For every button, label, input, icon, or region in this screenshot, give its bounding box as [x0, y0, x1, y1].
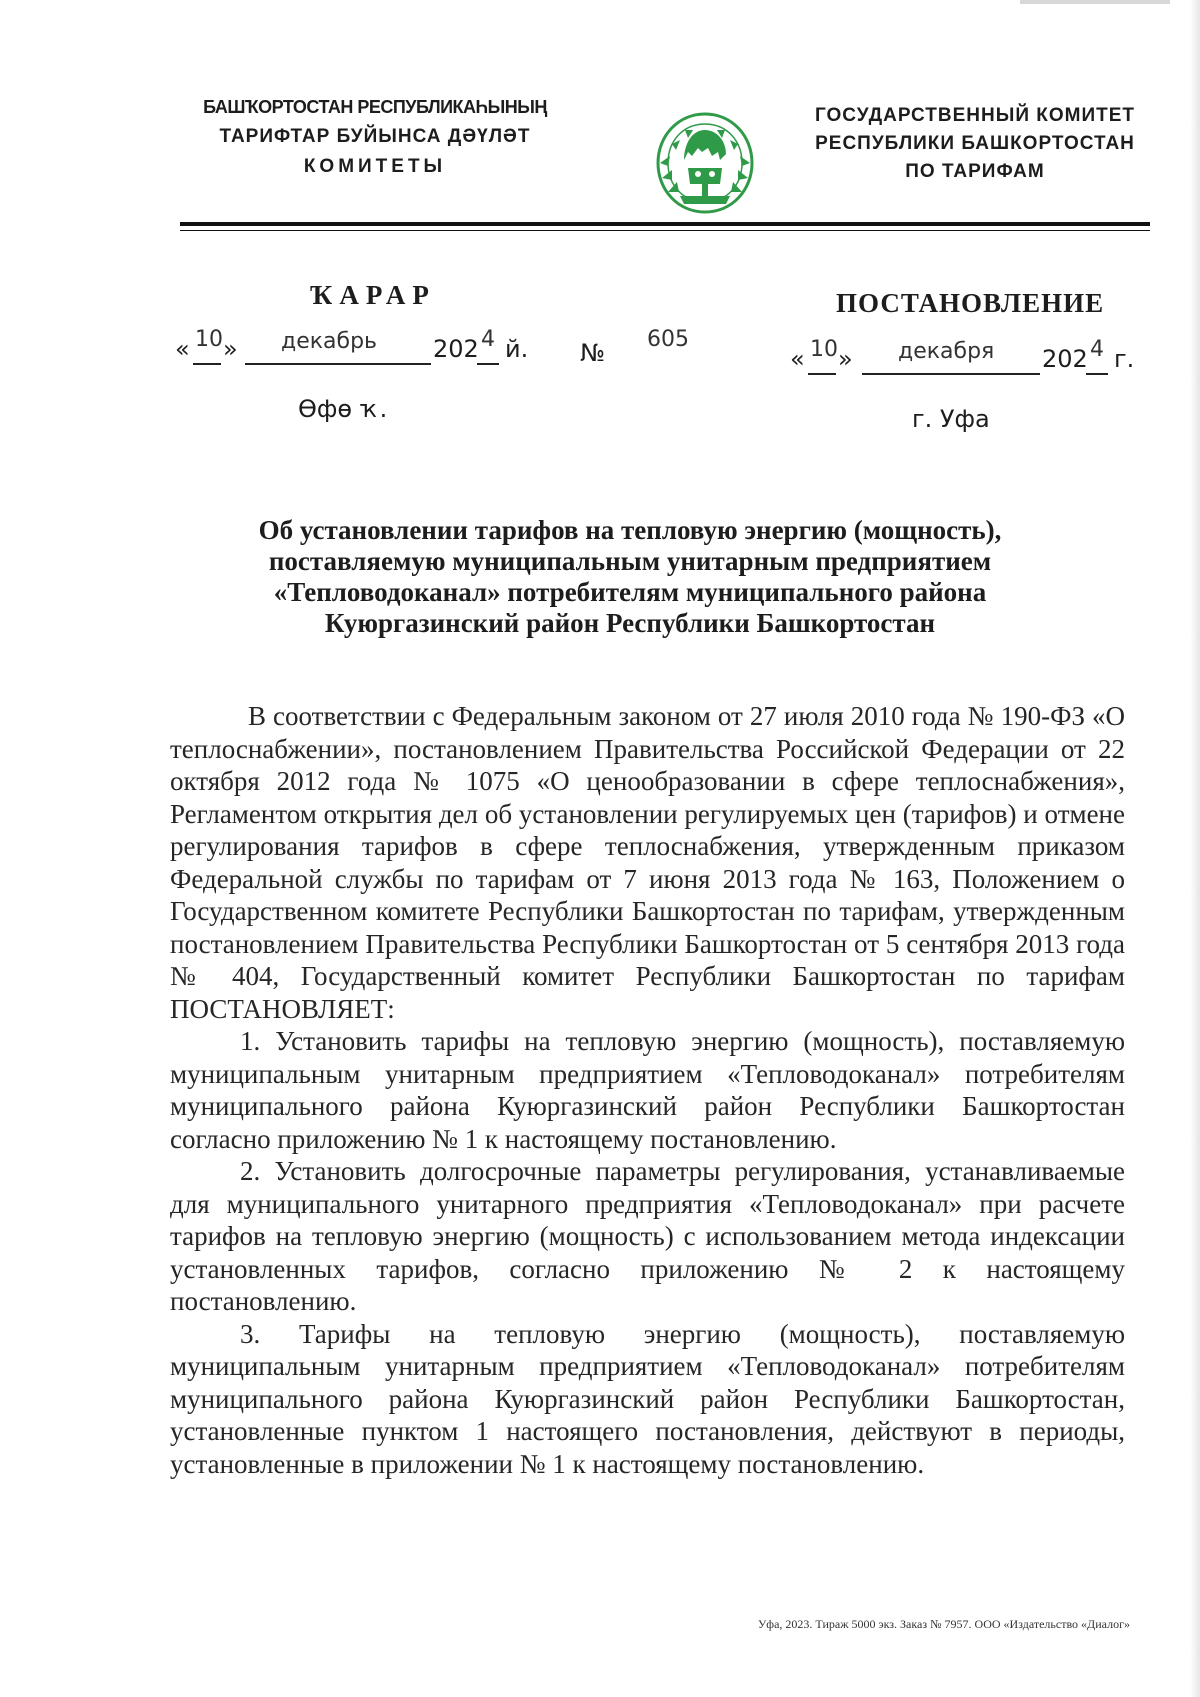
- title-line-4: Куюргазинский район Республики Башкортостан: [324, 608, 936, 638]
- date-right-open-quote: «: [790, 345, 805, 373]
- document-title: [230, 515, 1030, 639]
- date-left-year-underline: [477, 363, 499, 365]
- title-line-3: «Тепловодоканал» потребителям муниципального района: [273, 577, 987, 607]
- header-bashkir-line-3: КОМИТЕТЫ: [303, 156, 447, 177]
- date-left-month: декабрь: [281, 329, 378, 354]
- date-right-year-suffix: г.: [1114, 345, 1135, 373]
- scan-smudge: [1020, 0, 1170, 4]
- date-right-month-underline: [862, 373, 1040, 375]
- resolution-item-3: 3. Тарифы на тепловую энергию (мощность), поставляемую муниципальным унитарным предприятием «Тепловодоканал» потребителям муниципального района Куюргазинский район Республики Башкортостан, установленные пунктом 1 настоящего постановления, действуют в периоды, установленные в приложении № 1 к настоящему постановлению.: [170, 1318, 1125, 1479]
- header-russian: [790, 102, 1160, 186]
- date-right-year-prefix: 202: [1042, 345, 1088, 373]
- city-bashkir: Өфө ҡ.: [298, 395, 388, 423]
- header-divider-thick: [180, 222, 1150, 226]
- header-bashkir-line-1: БАШҠОРТОСТАН РЕСПУБЛИКАҺЫНЫҢ: [203, 97, 547, 117]
- doc-type-bashkir: ҠАРАР: [310, 280, 436, 310]
- date-left-year-prefix: 202: [433, 335, 479, 363]
- date-left-open-quote: «: [175, 335, 190, 363]
- date-left-year-digit: 4: [481, 327, 495, 352]
- number-sign: №: [580, 339, 605, 367]
- date-right-day-underline: [808, 373, 836, 375]
- date-right-day: 10: [810, 337, 838, 362]
- date-left-close-quote: »: [223, 335, 238, 363]
- page-edge-shadow: [1190, 0, 1200, 1697]
- date-right-close-quote: »: [838, 345, 853, 373]
- date-right-month: декабря: [898, 339, 995, 364]
- preamble-paragraph: В соответствии с Федеральным законом от 27 июля 2010 года № 190-ФЗ «О теплоснабжении», постановлением Правительства Российской Федерации от 22 октября 2012 года № 1075 «О ценообразовании в сфере теплоснабжения», Регламентом открытия дел об установлении регулируемых цен (тарифов) и отмене регулирования тарифов в сфере теплоснабжения, утвержденным приказом Федеральной службы по тарифам от 7 июня 2013 года № 163, Положением о Государственном комитете Республики Башкортостан по тарифам, утвержденным постановлением Правительства Республики Башкортостан от 5 сентября 2013 года № 404, Государственный комитет Республики Башкортостан по тарифам ПОСТАНОВЛЯЕТ:: [170, 701, 1125, 1024]
- date-right-year-underline: [1086, 373, 1108, 375]
- print-imprint: Уфа, 2023. Тираж 5000 экз. Заказ № 7957. ООО «Издательство «Диалог»: [757, 1617, 1130, 1631]
- header-bashkir: [170, 92, 580, 182]
- coat-of-arms-icon: [650, 108, 760, 220]
- header-russian-line-3: ПО ТАРИФАМ: [905, 161, 1045, 182]
- title-line-1: Об установлении тарифов на тепловую энергию (мощность),: [258, 515, 1002, 545]
- date-left-month-underline: [245, 363, 431, 365]
- header-russian-line-1: ГОСУДАРСТВЕННЫЙ КОМИТЕТ: [814, 105, 1136, 126]
- header-russian-line-2: РЕСПУБЛИКИ БАШКОРТОСТАН: [815, 133, 1135, 154]
- document-number: 605: [647, 327, 689, 352]
- header-bashkir-line-2: ТАРИФТАР БУЙЫНСА ДӘҮЛӘТ: [219, 126, 531, 147]
- resolution-item-1: 1. Установить тарифы на тепловую энергию (мощность), поставляемую муниципальным унитарным предприятием «Тепловодоканал» потребителям муниципального района Куюргазинский район Республики Башкортостан согласно приложению № 1 к настоящему постановлению.: [170, 1026, 1125, 1154]
- header-divider-thin: [180, 230, 1150, 231]
- title-line-2: поставляемую муниципальным унитарным предприятием: [268, 546, 992, 576]
- resolution-item-2: 2. Установить долгосрочные параметры регулирования, устанавливаемые для муниципального унитарного предприятия «Тепловодоканал» при расчете тарифов на тепловую энергию (мощность) с использованием метода индексации установленных тарифов, согласно приложению № 2 к настоящему постановлению.: [170, 1156, 1125, 1316]
- document-body: [170, 700, 1125, 1480]
- date-left-day-underline: [193, 363, 221, 365]
- date-left-year-suffix: й.: [505, 335, 529, 363]
- date-right-year-digit: 4: [1090, 337, 1104, 362]
- city-russian: г. Уфа: [912, 405, 990, 433]
- date-left-day: 10: [195, 327, 223, 352]
- doc-type-russian: ПОСТАНОВЛЕНИЕ: [836, 288, 1105, 318]
